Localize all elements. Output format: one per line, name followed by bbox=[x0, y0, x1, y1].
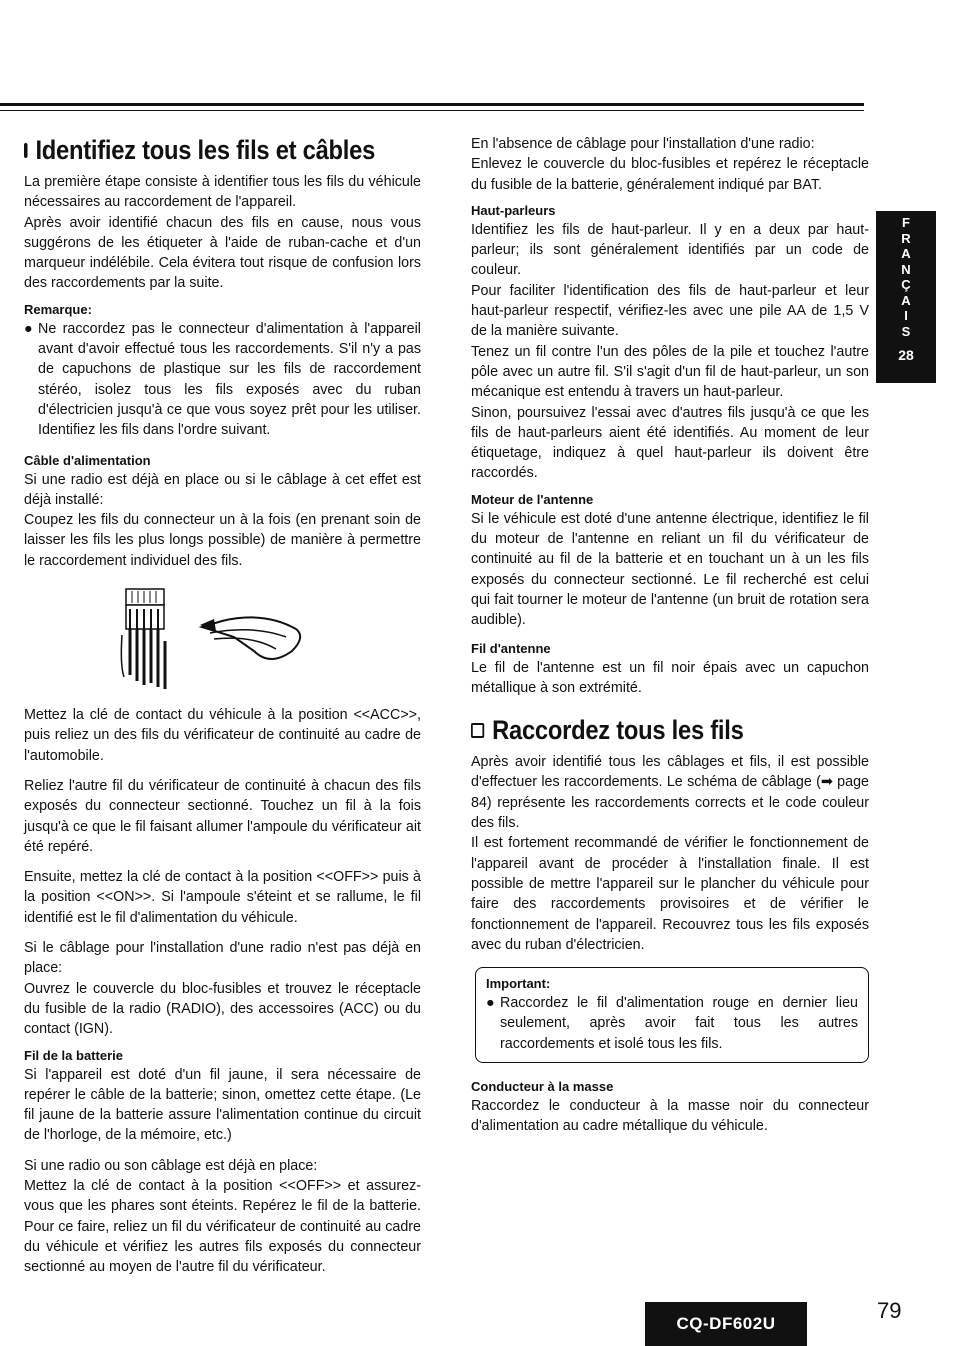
no-radio-paragraph-1: Si le câblage pour l'installation d'une radio n'est pas déjà en place: bbox=[24, 940, 421, 977]
cable-paragraph-2: Coupez les fils du connecteur un à la fois (en prenant soin de laisser les fils les plus longs possible) de manière à permettre le raccordement individuel des fils. bbox=[24, 512, 421, 569]
intro-paragraph-2: Après avoir identifié chacun des fils en cause, nous vous suggérons de les étiqueter à l'aide de ruban-cache et d'un marqueur indélébile. Cela évitera tout risque de confusion lors des raccordements par la suite. bbox=[24, 214, 421, 292]
racc-paragraph-2: Il est fortement recommandé de vérifier le fonctionnement de l'appareil avant de procéder à l'installation finale. Il est possible de mettre l'appareil sur le plancher du véhicule pour faire des raccordements provisoires et de vérifier le fonctionnement de l'appareil. Recouvrez tous les fils exposés avec du ruban d'électricien. bbox=[471, 835, 869, 953]
top-rule bbox=[0, 103, 864, 106]
continuity-paragraph: Reliez l'autre fil du vérificateur de continuité à chacun des fils exposés du connecteur sectionné. Touchez un fil à la fois jusqu'à ce que le fil faisant allumer l'ampoule du vérificateur ait été repéré. bbox=[24, 777, 421, 855]
remarque-heading: Remarque: bbox=[24, 301, 92, 317]
important-heading: Important: bbox=[486, 976, 551, 992]
connector-and-cutter-illustration bbox=[24, 585, 421, 695]
moteur-heading: Moteur de l'antenne bbox=[471, 491, 594, 507]
hp-paragraph-3: Tenez un fil contre l'un des pôles de la pile et touchez l'autre pôle avec un autre fil. S'il s'agit d'un fil de haut-parleur, un son mécanique est entendu à travers un haut-parleur. bbox=[471, 343, 869, 401]
masse-heading: Conducteur à la masse bbox=[471, 1078, 614, 1094]
section-heading-connect: Raccordez tous les fils bbox=[471, 714, 821, 746]
wire-cutter-icon bbox=[24, 585, 421, 695]
racc-paragraph-1: Après avoir identifié tous les câblages et fils, il est possible d'effectuer les raccordements. Le schéma de câblage (➡ page 84) représente les raccordements corrects et le code couleur des fils. bbox=[471, 754, 869, 832]
left-column bbox=[24, 134, 421, 1277]
cable-heading: Câble d'alimentation bbox=[24, 452, 151, 468]
remarque-bullet: ● Ne raccordez pas le connecteur d'alimentation à l'appareil avant d'avoir effectué tous les raccordements. S'il n'y a pas de capuchons de plastique sur les fils de raccordement stéréo, isolez tous les fils exposés avec du ruban d'électricien jusqu'à ce que vous soyez prêt pour les utiliser. Identifiez les fils dans l'ordre suivant. bbox=[24, 319, 421, 441]
bullet-dot-icon: ● bbox=[24, 320, 33, 337]
checkbox-square-icon bbox=[24, 143, 28, 158]
right-column bbox=[471, 134, 869, 1137]
checkbox-square-icon bbox=[471, 723, 484, 738]
side-tab-letters: F R A N Ç A I S bbox=[901, 215, 911, 339]
hp-paragraph-2: Pour faciliter l'identification des fils de haut-parleur et leur haut-parleur respectif, vérifiez-les avec une pile AA de 1,5 V de la manière suivante. bbox=[471, 282, 869, 340]
model-label: CQ-DF602U bbox=[645, 1302, 807, 1346]
language-side-tab bbox=[876, 211, 936, 383]
haut-parleurs-heading: Haut-parleurs bbox=[471, 202, 556, 218]
moteur-paragraph: Si le véhicule est doté d'une antenne électrique, identifiez le fil du moteur de l'antenne en reliant un fil du vérificateur de continuité au fil de la batterie et en touchant un à un les fils exposés du connecteur sectionné. Le fil recherché est celui qui fait tourner le moteur de l'antenne (un bruit de rotation sera audible). bbox=[471, 510, 869, 629]
cable-paragraph-1: Si une radio est déjà en place ou si le câblage à cet effet est déjà installé: bbox=[24, 471, 421, 508]
hp-paragraph-4: Sinon, poursuivez l'essai avec d'autres fils jusqu'à ce que les fils de haut-parleurs aient été identifiés. Au moment de leur étiquetage, indiquez à quel haut-parleur ils doivent être raccordés. bbox=[471, 404, 869, 482]
antenne-paragraph: Le fil de l'antenne est un fil noir épais avec un capuchon métallique à son extrémité. bbox=[471, 659, 869, 696]
off-on-paragraph: Ensuite, mettez la clé de contact à la position <<OFF>> puis à la position <<ON>>. Si l'ampoule s'éteint et se rallume, le fil identifié est le fil d'alimentation du véhicule. bbox=[24, 869, 421, 926]
bullet-dot-icon: ● bbox=[486, 995, 495, 1012]
batterie-paragraph-1: Si l'appareil est doté d'un fil jaune, il sera nécessaire de repérer le câble de la batterie; sinon, omettez cette étape. (Le fil jaune de la batterie assure l'alimentation continue du circuit de l'horloge, de la mémoire, etc.) bbox=[24, 1066, 421, 1144]
top-rule-thin bbox=[0, 110, 864, 111]
important-bullet: ● Raccordez le fil d'alimentation rouge en dernier lieu seulement, après avoir fait tous les autres raccordements et isolé tous les fils. bbox=[486, 993, 858, 1054]
important-box bbox=[475, 967, 869, 1063]
no-cabling-paragraph-2: Enlevez le couvercle du bloc-fusibles et repérez le réceptacle du fusible de la batterie, généralement indiqué par BAT. bbox=[471, 156, 869, 193]
intro-paragraph-1: La première étape consiste à identifier tous les fils du véhicule nécessaires au raccordement de l'appareil. bbox=[24, 174, 421, 211]
section-heading-identify: Identifiez tous les fils et câbles bbox=[24, 134, 373, 166]
hp-paragraph-1: Identifiez les fils de haut-parleur. Il y en a deux par haut-parleur; ils sont généralement identifiés par un code de couleur. bbox=[471, 221, 869, 279]
batterie-paragraph-2: Si une radio ou son câblage est déjà en place: bbox=[24, 1157, 318, 1174]
masse-paragraph: Raccordez le conducteur à la masse noir du connecteur d'alimentation au cadre métallique du véhicule. bbox=[471, 1097, 869, 1135]
batterie-heading: Fil de la batterie bbox=[24, 1047, 123, 1063]
batterie-paragraph-3: Mettez la clé de contact à la position <<OFF>> et assurez-vous que les phares sont éteints. Repérez le fil de la batterie. Pour ce faire, reliez un fil du vérificateur de continuité au cadre du véhicule et vérifiez les autres fils exposés du connecteur sectionné au moyen de l'autre fil du vérificateur. bbox=[24, 1177, 421, 1276]
no-radio-paragraph-2: Ouvrez le couvercle du bloc-fusibles et trouvez le réceptacle du fusible de la radio (RADIO), des accessoires (ACC) ou du contact (IGN). bbox=[24, 980, 421, 1038]
acc-paragraph: Mettez la clé de contact du véhicule à la position <<ACC>>, puis reliez un des fils du vérificateur de continuité au cadre de l'automobile. bbox=[24, 707, 421, 764]
antenne-heading: Fil d'antenne bbox=[471, 640, 551, 656]
no-cabling-paragraph-1: En l'absence de câblage pour l'installation d'une radio: bbox=[471, 136, 815, 152]
side-tab-page: 28 bbox=[898, 347, 914, 363]
page-number: 79 bbox=[877, 1298, 902, 1323]
